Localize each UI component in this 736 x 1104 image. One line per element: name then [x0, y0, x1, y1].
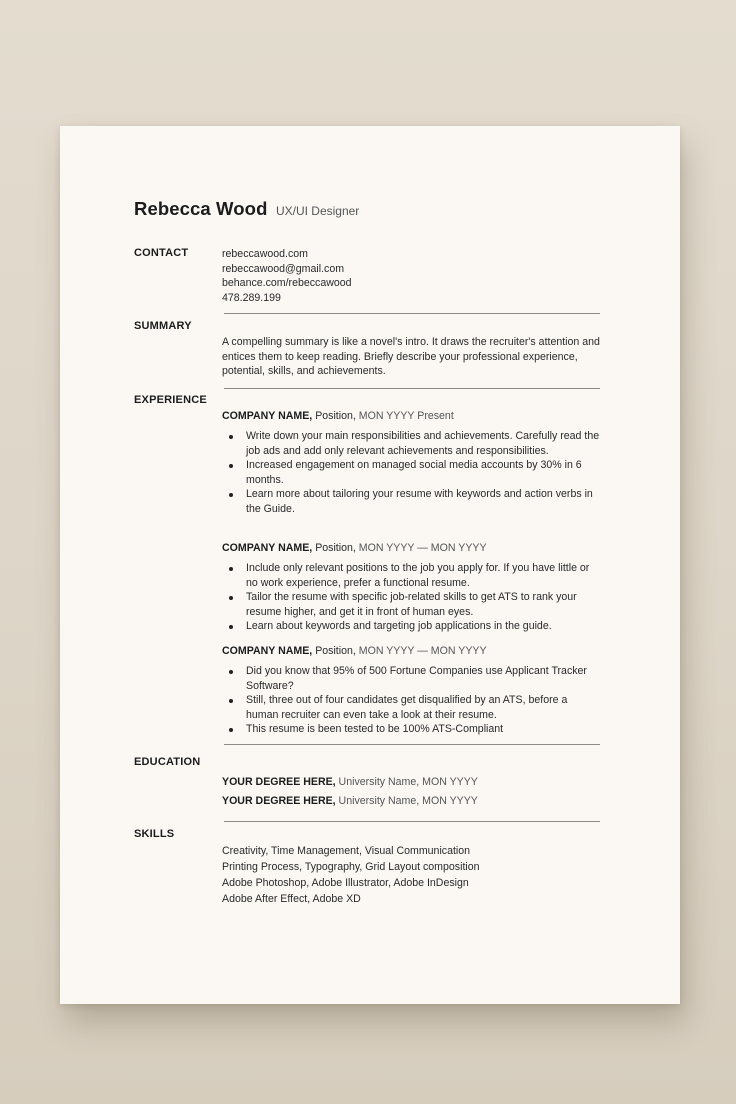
job-bullet: Learn more about tailoring your resume with keywords and action verbs in the Guide.: [222, 487, 602, 516]
contact-phone: 478.289.199: [222, 291, 281, 304]
education-school: University Name, MON YYYY: [335, 776, 478, 788]
job-bullet: Learn about keywords and targeting job applications in the guide.: [222, 619, 602, 634]
job-entry: [222, 541, 602, 634]
education-item: [222, 794, 602, 808]
job-header: [222, 409, 602, 423]
education-label: EDUCATION: [134, 756, 201, 768]
job-bullet: Tailor the resume with specific job-related skills to get ATS to rank your resume higher, and get it in front of human eyes.: [222, 590, 602, 619]
job-dates: MON YYYY — MON YYYY: [355, 542, 487, 554]
job-header: [222, 541, 602, 555]
education-degree: YOUR DEGREE HERE,: [222, 776, 336, 788]
divider: [224, 388, 600, 389]
contact-email: rebeccawood@gmail.com: [222, 262, 345, 275]
job-entry: [222, 644, 602, 737]
education-degree: YOUR DEGREE HERE,: [222, 795, 336, 807]
contact-label: CONTACT: [134, 247, 189, 259]
job-company: COMPANY NAME,: [222, 645, 313, 657]
divider: [224, 744, 600, 745]
education-block: [222, 775, 602, 808]
contact-website: rebeccawood.com: [222, 248, 308, 260]
job-position: Position,: [312, 645, 356, 657]
skills-line: Creativity, Time Management, Visual Communication: [222, 845, 471, 857]
job-dates: MON YYYY — MON YYYY: [355, 645, 487, 657]
resume-header: [134, 198, 359, 220]
skills-line: Adobe After Effect, Adobe XD: [222, 893, 361, 905]
job-company: COMPANY NAME,: [222, 542, 313, 554]
summary-text: A compelling summary is like a novel's intro. It draws the recruiter's attention and entices them to keep reading. Briefly describe your professional experience, potential, skills, and achievements.: [222, 336, 600, 378]
job-bullet: Still, three out of four candidates get disqualified by an ATS, before a human recruiter can even take a look at their resume.: [222, 693, 602, 722]
divider: [224, 821, 600, 822]
skills-line: Printing Process, Typography, Grid Layout composition: [222, 861, 480, 873]
candidate-title: UX/UI Designer: [275, 204, 360, 218]
job-bullet: Increased engagement on managed social media accounts by 30% in 6 months.: [222, 458, 602, 487]
education-school: University Name, MON YYYY: [335, 795, 478, 807]
skills-label: SKILLS: [134, 828, 175, 840]
job-bullet: Did you know that 95% of 500 Fortune Companies use Applicant Tracker Software?: [222, 664, 602, 693]
job-position: Position,: [312, 542, 356, 554]
divider: [224, 313, 600, 314]
skills-block: [222, 843, 602, 907]
job-dates: MON YYYY Present: [355, 410, 454, 422]
education-item: [222, 775, 602, 789]
job-bullets: [222, 561, 602, 634]
job-bullet: Write down your main responsibilities and achievements. Carefully read the job ads and add only relevant achievements and responsibilities.: [222, 429, 602, 458]
candidate-name: Rebecca Wood: [134, 198, 268, 219]
skills-line: Adobe Photoshop, Adobe Illustrator, Adobe InDesign: [222, 877, 469, 889]
job-bullet: Include only relevant positions to the job you apply for. If you have little or no work experience, prefer a functional resume.: [222, 561, 602, 590]
contact-block: [222, 247, 602, 305]
experience-label: EXPERIENCE: [134, 394, 207, 406]
job-bullet: This resume is been tested to be 100% ATS-Compliant: [222, 722, 602, 737]
job-entry: [222, 409, 602, 517]
summary-label: SUMMARY: [134, 320, 192, 332]
job-bullets: [222, 429, 602, 517]
contact-behance: behance.com/rebeccawood: [222, 277, 352, 290]
job-bullets: [222, 664, 602, 737]
job-position: Position,: [312, 410, 356, 422]
resume-page: [60, 126, 680, 1004]
job-company: COMPANY NAME,: [222, 410, 313, 422]
job-header: [222, 644, 602, 658]
